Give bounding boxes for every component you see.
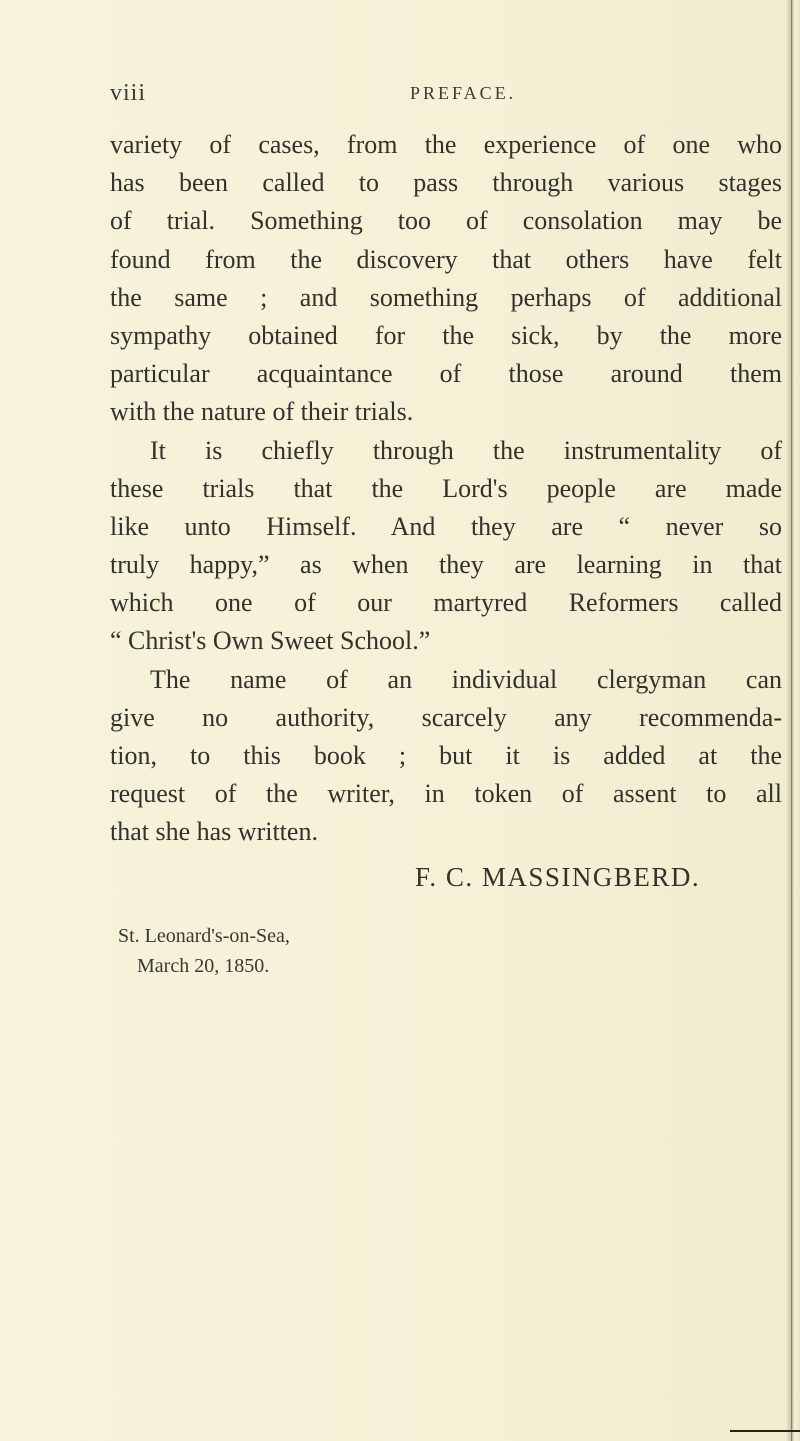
text-line: give no authority, scarcely any recommenda-	[110, 702, 782, 732]
page-header	[110, 80, 790, 110]
text-line: sympathy obtained for the sick, by the more	[110, 320, 782, 350]
page-number: viii	[110, 80, 147, 106]
text-line: like unto Himself. And they are “ never so	[110, 511, 782, 541]
page-edge-line	[791, 0, 792, 1441]
text-line: found from the discovery that others have felt	[110, 244, 782, 274]
bottom-rule	[730, 1430, 800, 1432]
text-line: “ Christ's Own Sweet School.”	[110, 626, 431, 656]
text-line: request of the writer, in token of assent to all	[110, 779, 782, 809]
text-line: the same ; and something perhaps of additional	[110, 282, 782, 312]
text-line: truly happy,” as when they are learning in that	[110, 550, 782, 580]
place-line: St. Leonard's-on-Sea,	[118, 925, 290, 947]
date-line: March 20, 1850.	[137, 955, 270, 977]
text-line: variety of cases, from the experience of one who	[110, 130, 782, 159]
text-line: these trials that the Lord's people are made	[110, 473, 782, 503]
text-line: has been called to pass through various stages	[110, 168, 782, 198]
text-line: tion, to this book ; but it is added at the	[110, 741, 782, 770]
signature: F. C. MASSINGBERD.	[415, 862, 701, 892]
text-line: that she has written.	[110, 817, 318, 847]
text-line: It is chiefly through the instrumentality of	[150, 435, 782, 465]
text-line: with the nature of their trials.	[110, 397, 414, 427]
running-head: PREFACE.	[410, 83, 517, 103]
text-line: of trial. Something too of consolation may be	[110, 206, 782, 236]
text-line: which one of our martyred Reformers called	[110, 588, 782, 618]
page-edge-shadow	[786, 0, 800, 1441]
text-line: The name of an individual clergyman can	[150, 664, 782, 694]
text-line: particular acquaintance of those around them	[110, 359, 782, 389]
preface-body	[110, 126, 782, 852]
